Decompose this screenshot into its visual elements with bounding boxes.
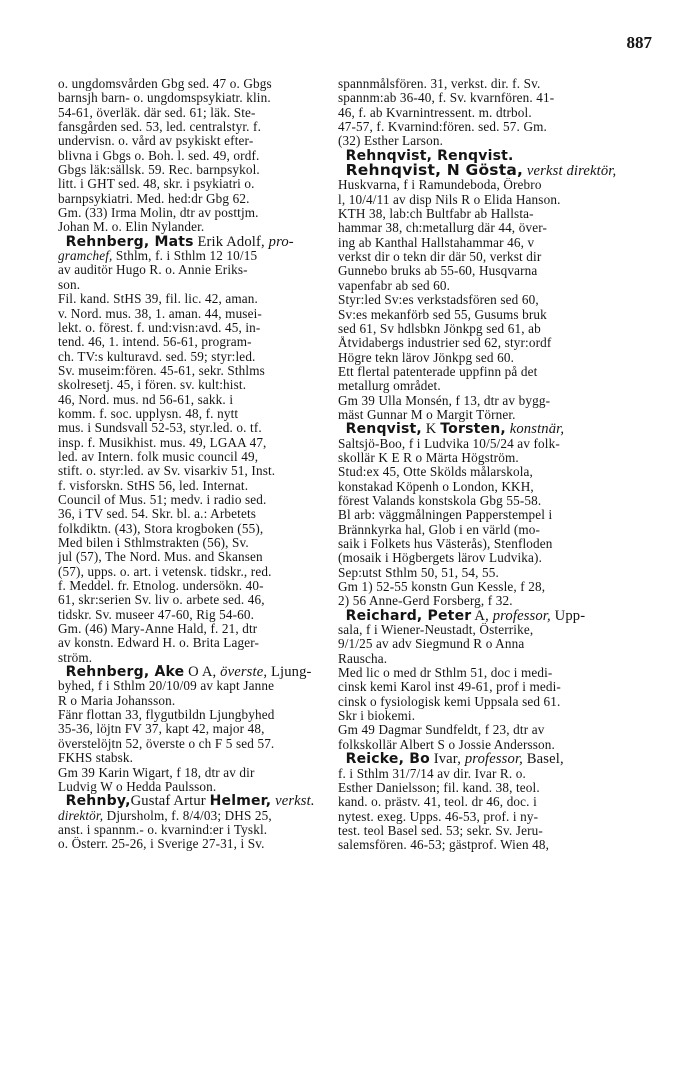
- text-line: Gm. (33) Irma Molin, dtr av posttjm.: [58, 206, 259, 221]
- text-line: f. Meddel. fr. Etnolog. undersökn. 40-: [58, 579, 264, 594]
- entry-heading: [338, 752, 631, 766]
- text-line: R o Maria Johansson.: [58, 693, 176, 708]
- entry-heading: [338, 609, 631, 623]
- entry-name: Reicke, Bo: [345, 752, 430, 767]
- entry-given-names: Erik Adolf,: [197, 234, 265, 250]
- text-line: blivna i Gbgs o. Boh. l. sed. 49, ordf.: [58, 148, 260, 163]
- text-line: ch. TV:s kulturavd. sed. 59; styr:led.: [58, 349, 256, 364]
- text-line: Sep:utst Sthlm 50, 51, 54, 55.: [338, 565, 499, 580]
- entry-rehnby: [58, 794, 348, 851]
- entry-given-names: K: [425, 422, 437, 437]
- entry-title: professor,: [464, 752, 523, 767]
- text-line: Med lic o med dr Sthlm 51, doc i medi-: [338, 666, 553, 681]
- text-line: av auditör Hugo R. o. Annie Eriks-: [58, 263, 248, 278]
- text-line: konstakad Köpenh o London, KKH,: [338, 479, 534, 494]
- text-line: Gm 1) 52-55 konstn Gun Kessle, f 28,: [338, 580, 546, 595]
- text-line: lekt. o. förest. f. und:visn:avd. 45, in-: [58, 320, 261, 335]
- text-line: Fänr flottan 33, flygutbildn Ljungbyhed: [58, 708, 275, 723]
- entry-rehnqvist: [338, 163, 631, 422]
- entry-title: pro-: [268, 234, 294, 250]
- entry-name: Rehnberg, Mats: [65, 234, 194, 250]
- text-line: ström.: [58, 650, 93, 665]
- cross-reference: [338, 149, 631, 163]
- text-line: fansgården sed. 53, led. centralstyr. f.: [58, 120, 262, 135]
- entry-title: konstnär,: [509, 422, 565, 437]
- text-line: stift. o. styr:led. av Sv. visarkiv 51, Inst.: [58, 464, 276, 479]
- entry-name-part: Helmer,: [209, 794, 272, 809]
- text-line: skolresetj. 45, i fören. sv. kult:hist.: [58, 378, 247, 393]
- text-line: insp. f. Musikhist. mus. 49, LGAA 47,: [58, 435, 267, 450]
- text-line: 46, f. ab Kvarnintressent. m. dtrbol.: [338, 105, 532, 120]
- text-line: cinsk o fysiologisk kemi Uppsala sed 61.: [338, 694, 561, 709]
- text-line: barnpsykiatri. Med. hed:dr Gbg 62.: [58, 191, 250, 206]
- text-line: Fil. kand. StHS 39, fil. lic. 42, aman.: [58, 292, 258, 307]
- text-line: 61, skr:serien Sv. liv o. arbete sed. 46,: [58, 593, 265, 608]
- text-line: hammar 38, ch:metallurg där 44, över-: [338, 221, 548, 236]
- entry-heading: [338, 422, 631, 436]
- entry-name: Rehnqvist, N Gösta,: [345, 163, 524, 179]
- entry-given-names: Gustaf Artur: [130, 794, 206, 809]
- text-line: Rauscha.: [338, 651, 388, 666]
- text-line: [58, 249, 348, 263]
- entry-title: överste,: [220, 665, 268, 680]
- right-column: [338, 77, 631, 853]
- text-line: 46, Nord. mus. nd 56-61, sakk. i: [58, 392, 234, 407]
- entry-rehnberg-ake: [58, 665, 348, 794]
- text-line: Ett flertal patenterade uppfinn på det: [338, 364, 538, 379]
- text-line: barnsjh barn- o. ungdomspsykiatr. klin.: [58, 91, 271, 106]
- text-line: 35-36, löjtn FV 37, kapt 42, major 48,: [58, 722, 265, 737]
- text-line: son.: [58, 277, 81, 292]
- text-line: byhed, f i Sthlm 20/10/09 av kapt Janne: [58, 679, 275, 694]
- entry-text: Upp-: [554, 608, 586, 624]
- text-line: litt. i GHT sed. 48, skr. i psykiatri o.: [58, 177, 255, 192]
- text-line: KTH 38, lab:ch Bultfabr ab Hallsta-: [338, 207, 534, 222]
- entry-given-names: Ivar,: [433, 752, 462, 767]
- text-line: Stud:ex 45, Otte Skölds målarskola,: [338, 465, 533, 480]
- text-line: skollär K E R o Märta Högström.: [338, 450, 519, 465]
- text-line: 2) 56 Anne-Gerd Forsberg, f 32.: [338, 594, 513, 609]
- entry-name: Renqvist,: [345, 422, 422, 437]
- text-line: Johan M. o. Elin Nylander.: [58, 220, 205, 235]
- text-line: Brännkyrka hal, Glob i en värld (mo-: [338, 522, 541, 537]
- text-line: ing ab Kanthal Hallstahammar 46, v: [338, 235, 535, 250]
- text-line: 54-61, överläk. där sed. 61; läk. Ste-: [58, 105, 256, 120]
- entry-name-part: Torsten,: [440, 422, 506, 437]
- text-line: FKHS stabsk.: [58, 751, 134, 766]
- text-line: undervisn. o. vård av psykiskt efter-: [58, 134, 254, 149]
- cross-reference-names: Rehnqvist, Renqvist.: [345, 148, 514, 164]
- text-line: Styr:led Sv:es verkstadsfören sed 60,: [338, 293, 539, 308]
- entry-heading: [58, 665, 348, 679]
- entry-title-continued: direktör,: [58, 808, 104, 823]
- left-column: [58, 77, 348, 852]
- text-line: tend. 46, 1. intend. 56-61, program-: [58, 335, 252, 350]
- text-line: Gbgs läk:sällsk. 59. Rec. barnpsykol.: [58, 163, 260, 178]
- text-line: (32) Esther Larson.: [338, 134, 444, 149]
- entry-title: professor,: [492, 608, 551, 624]
- entry-title-continued: gramchef,: [58, 249, 113, 264]
- text-line: mus. i Sundsvall 52-53, styr.led. o. tf.: [58, 421, 262, 436]
- text-line: anst. i spannm.- o. kvarnind:er i Tyskl.: [58, 822, 268, 837]
- entry-title: verkst direktör,: [526, 163, 617, 179]
- entry-text: Basel,: [526, 752, 564, 767]
- entry-text: Ljung-: [270, 665, 312, 680]
- text-line: folkdiktn. (43), Stora krogboken (55),: [58, 521, 264, 536]
- text-line: Sv. museim:fören. 45-61, sekr. Sthlms: [58, 363, 265, 378]
- entry-renqvist: [338, 422, 631, 608]
- entry-given-names: A,: [474, 608, 489, 624]
- text-line: Gunnebo bruks ab 55-60, Husqvarna: [338, 264, 538, 279]
- entry-name: Rehnby,: [65, 794, 131, 809]
- text-line: Council of Mus. 51; medv. i radio sed.: [58, 492, 267, 507]
- text-line: Gm. (46) Mary-Anne Hald, f. 21, dtr: [58, 622, 258, 637]
- entry-heading: [58, 235, 348, 249]
- text-line: jul (57), The Nord. Mus. and Skansen: [58, 550, 263, 565]
- text-line: (57), upps. o. art. i vetensk. tidskr., red.: [58, 564, 272, 579]
- text-line: Gm 49 Dagmar Sundfeldt, f 23, dtr av: [338, 723, 545, 738]
- text-line: vapenfabr ab sed 60.: [338, 278, 451, 293]
- text-line: f. i Sthlm 31/7/14 av dir. Ivar R. o.: [338, 766, 526, 781]
- text-line: v. Nord. mus. 38, 1. aman. 44, musei-: [58, 306, 262, 321]
- entry-text: Djursholm, f. 8/4/03; DHS 25,: [106, 808, 272, 823]
- text-line: verkst dir o tekn dir där 50, verkst dir: [338, 250, 542, 265]
- text-line: Esther Danielsson; fil. kand. 38, teol.: [338, 780, 540, 795]
- text-line: överstelöjtn 52, överste o ch F 5 sed 57.: [58, 736, 275, 751]
- text-line: förest Valands konstskola Gbg 55-58.: [338, 493, 542, 508]
- text-line: 47-57, f. Kvarnind:fören. sed. 57. Gm.: [338, 120, 547, 135]
- entry-heading: [338, 163, 631, 178]
- text-line: spannm:ab 36-40, f. Sv. kvarnfören. 41-: [338, 91, 555, 106]
- text-line: 9/1/25 av adv Siegmund R o Anna: [338, 637, 525, 652]
- text-line: led. av Intern. folk music council 49,: [58, 449, 259, 464]
- text-line: Bl arb: väggmålningen Papperstempel i: [338, 508, 553, 523]
- text-line: o. ungdomsvården Gbg sed. 47 o. Gbgs: [58, 77, 272, 91]
- text-line: kand. o. prästv. 41, teol. dr 46, doc. i: [338, 795, 537, 810]
- text-line: Sv:es mekanförb sed 55, Gusums bruk: [338, 307, 547, 322]
- text-line: Gm 39 Ulla Monsén, f 13, dtr av bygg-: [338, 393, 551, 408]
- text-line: o. Österr. 25-26, i Sverige 27-31, i Sv.: [58, 837, 265, 852]
- text-line: Skr i biokemi.: [338, 709, 416, 724]
- text-line: sed 61, Sv hdlsbkn Jönkpg sed 61, ab: [338, 321, 541, 336]
- entry-name: Rehnberg, Åke: [65, 665, 185, 680]
- text-line: 36, i TV sed. 54. Skr. bl. a.: Arbetets: [58, 507, 257, 522]
- text-line: Högre tekn lärov Jönkpg sed 60.: [338, 350, 515, 365]
- entry-name: Reichard, Peter: [345, 608, 472, 624]
- entry-title: verkst.: [275, 794, 315, 809]
- text-line: Åtvidabergs industrier sed 62, styr:ordf: [338, 336, 552, 351]
- text-line: sala, f i Wiener-Neustadt, Österrike,: [338, 623, 534, 638]
- text-line: metallurg området.: [338, 379, 441, 394]
- text-line: test. teol Basel sed. 53; sekr. Sv. Jeru-: [338, 823, 543, 838]
- text-line: f. visforskn. StHS 56, led. Internat.: [58, 478, 249, 493]
- text-line: cinsk kemi Karol inst 49-61, prof i medi-: [338, 680, 561, 695]
- text-line: mäst Gunnar M o Margit Törner.: [338, 407, 516, 422]
- text-line: Ludvig W o Hedda Paulsson.: [58, 779, 217, 794]
- text-line: Gm 39 Karin Wigart, f 18, dtr av dir: [58, 765, 255, 780]
- entry-given-names: O A,: [188, 665, 217, 680]
- text-line: saik i Folkets hus Västerås), Stenfloden: [338, 537, 553, 551]
- text-line: Huskvarna, f i Ramundeboda, Örebro: [338, 178, 542, 193]
- text-line: (mosaik i Högbergets lärov Ludvika).: [338, 551, 543, 566]
- text-line: komm. f. soc. upplysn. 48, f. nytt: [58, 406, 239, 421]
- text-line: nytest. exeg. Upps. 46-53, prof. i ny-: [338, 809, 539, 824]
- entry-rehnberg-mats: [58, 235, 348, 665]
- text-line: [58, 809, 348, 823]
- entry-reicke: [338, 752, 631, 852]
- text-line: Saltsjö-Boo, f i Ludvika 10/5/24 av folk-: [338, 436, 560, 451]
- page-number: 887: [626, 33, 652, 52]
- text-line: av konstn. Edward H. o. Brita Lager-: [58, 636, 260, 651]
- text-line: Med bilen i Sthlmstrakten (56), Sv.: [58, 536, 249, 550]
- continued-entry: [338, 77, 631, 149]
- text-line: l, 10/4/11 av disp Nils R o Elida Hanson.: [338, 192, 561, 207]
- text-line: salemsfören. 46-53; gästprof. Wien 48,: [338, 838, 550, 853]
- text-line: spannmålsfören. 31, verkst. dir. f. Sv.: [338, 77, 541, 91]
- entry-text: Sthlm, f. i Sthlm 12 10/15: [115, 249, 258, 264]
- entry-heading: [58, 794, 348, 808]
- continued-entry: [58, 77, 348, 235]
- entry-reichard: [338, 609, 631, 752]
- text-line: folkskollär Albert S o Jossie Andersson.: [338, 737, 555, 752]
- text-line: tidskr. Sv. museer 47-60, Rig 54-60.: [58, 607, 255, 622]
